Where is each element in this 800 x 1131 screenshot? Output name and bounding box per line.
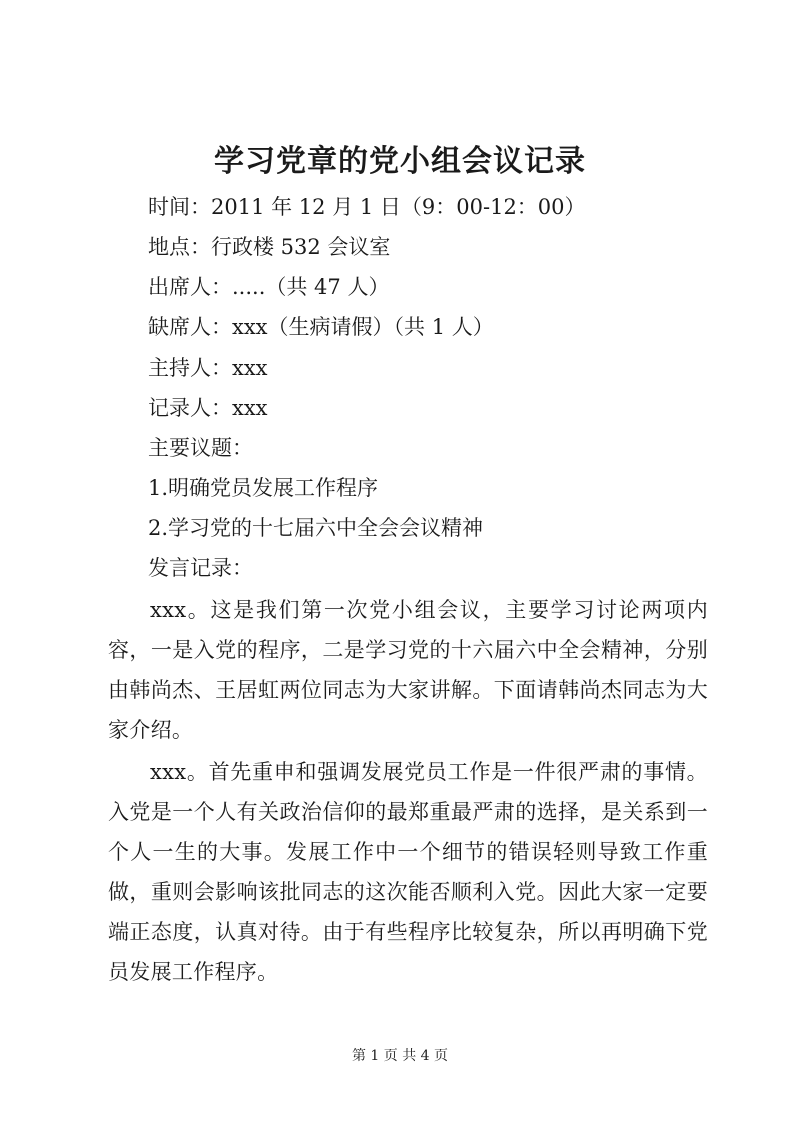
attendees: 出席人：.....（共 47 人） <box>148 275 390 299</box>
document-title: 学习党章的党小组会议记录 <box>214 144 586 179</box>
agenda-item-1: 1.明确党员发展工作程序 <box>148 476 379 500</box>
speech-paragraph-1: xxx。这是我们第一次党小组会议，主要学习讨论两项内容，一是入党的程序，二是学习党的十六届六中全会精神，分别由韩尚杰、王居虹两位同志为大家讲解。下面请韩尚杰同志为大家介绍。 <box>108 598 708 742</box>
speech-paragraph-2: xxx。首先重申和强调发展党员工作是一件很严肃的事情。入党是一个人有关政治信仰的最郑重最严肃的选择，是关系到一个人一生的大事。发展工作中一个细节的错误轻则导致工作重做，重则会影响该批同志的这次能否顺利入党。因此大家一定要端正态度，认真对待。由于有些程序比较复杂，所以再明确下党员发展工作程序。 <box>108 760 708 984</box>
absentees: 缺席人：xxx（生病请假）（共 1 人） <box>148 315 494 339</box>
page-footer: 第 1 页 共 4 页 <box>351 1048 449 1064</box>
agenda-heading: 主要议题： <box>148 436 253 460</box>
recorder: 记录人：xxx <box>148 396 268 420</box>
meeting-time: 时间：2011 年 12 月 1 日（9：00-12：00） <box>148 195 586 219</box>
meeting-location: 地点：行政楼 532 会议室 <box>148 235 391 259</box>
host: 主持人：xxx <box>148 356 268 380</box>
agenda-item-2: 2.学习党的十七届六中全会会议精神 <box>148 516 484 540</box>
speech-record-heading: 发言记录： <box>148 556 253 580</box>
